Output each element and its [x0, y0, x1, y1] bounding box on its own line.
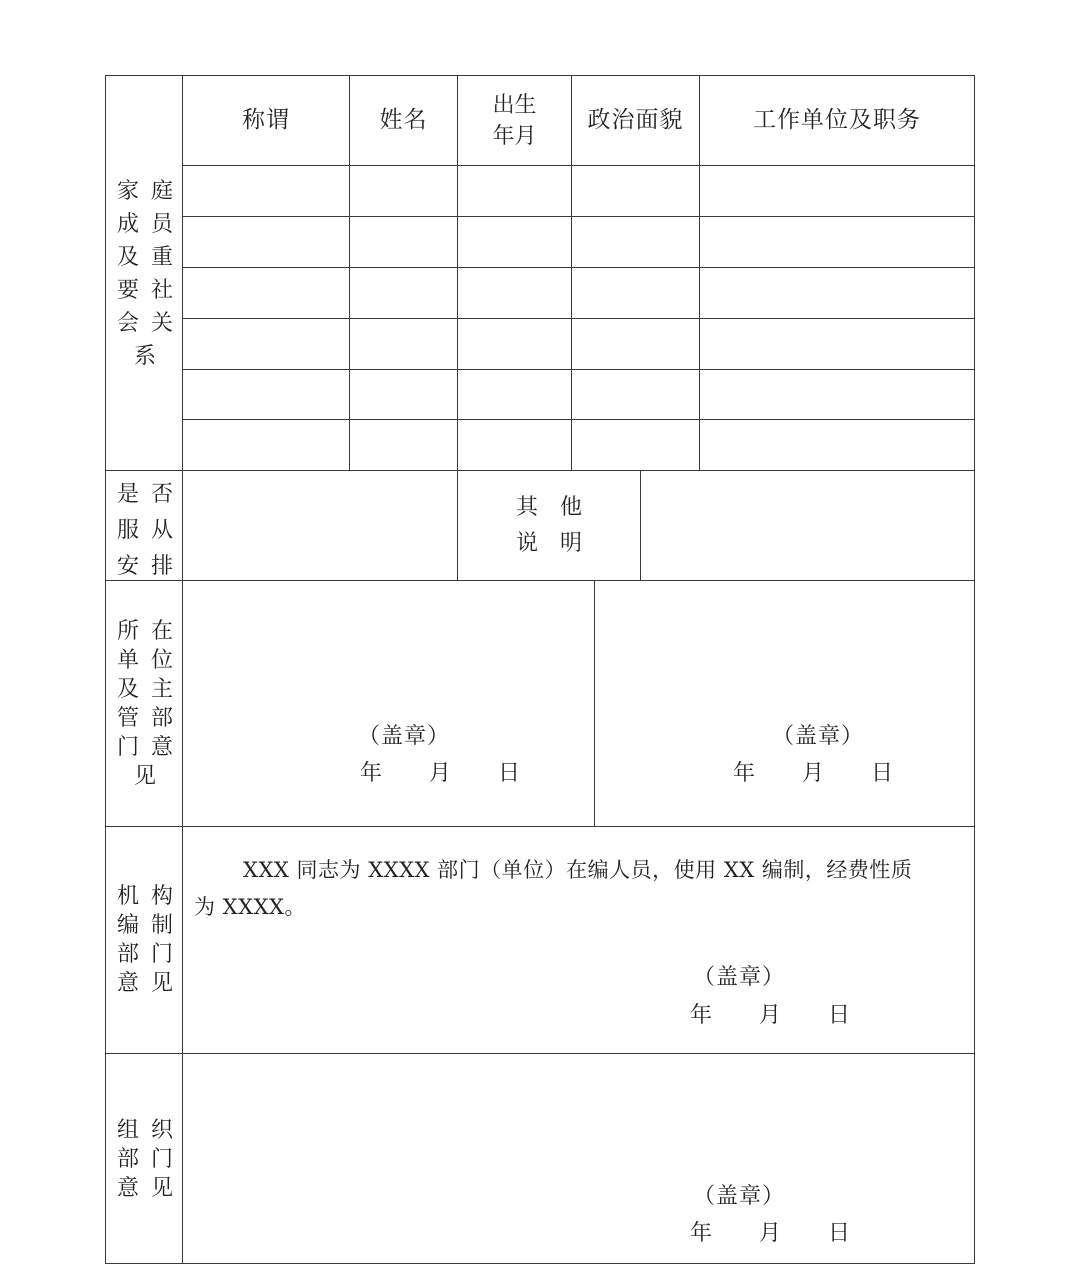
header-political: 政治面貌	[587, 107, 684, 133]
label-char: 及	[116, 677, 139, 702]
label-char: 社	[150, 278, 173, 303]
org-date: 年 月 日	[690, 1221, 852, 1246]
org-seal: （盖章）	[693, 1184, 786, 1209]
label-char: 位	[150, 648, 173, 673]
label-char: 否	[150, 482, 173, 507]
label-char: 门	[150, 942, 173, 967]
section-line-org	[105, 1053, 975, 1054]
section-line-unit	[105, 580, 975, 581]
label-char: 部	[116, 1147, 139, 1172]
label-char: 家	[116, 179, 139, 204]
label-char: 见	[150, 1176, 173, 1201]
label-char: 见	[133, 764, 156, 789]
label-char: 要	[116, 278, 139, 303]
staffing-opinion-line2: 为 XXXX。	[194, 895, 306, 919]
label-char: 制	[150, 913, 173, 938]
label-char: 庭	[150, 179, 173, 204]
label-char: 部	[116, 942, 139, 967]
table-border-left	[105, 75, 106, 1264]
table-row[interactable]	[183, 268, 974, 318]
label-char: 见	[150, 971, 173, 996]
other-notes-label-line1: 其 他	[515, 494, 582, 520]
table-border-right	[974, 75, 975, 1264]
label-char: 及	[116, 245, 139, 270]
unit-left-date: 年 月 日	[360, 761, 522, 786]
section-line-staffing	[105, 826, 975, 827]
label-char: 意	[116, 971, 139, 996]
label-char: 管	[116, 706, 139, 731]
label-char: 构	[150, 884, 173, 909]
label-char: 系	[133, 344, 156, 369]
label-char: 在	[150, 619, 173, 644]
header-work: 工作单位及职务	[753, 107, 921, 133]
label-char: 门	[150, 1147, 173, 1172]
label-char: 排	[150, 554, 173, 579]
staffing-date: 年 月 日	[690, 1003, 852, 1028]
label-char: 安	[116, 554, 139, 579]
unit-section-label	[111, 617, 179, 791]
label-char: 从	[150, 518, 173, 543]
label-char: 所	[116, 619, 139, 644]
table-border-bottom	[105, 1263, 975, 1264]
label-char: 部	[150, 706, 173, 731]
label-char: 重	[150, 245, 173, 270]
staffing-seal: （盖章）	[693, 965, 786, 990]
org-section-label	[111, 1116, 179, 1203]
header-title: 称谓	[242, 107, 290, 133]
header-birth-line1: 出生	[492, 92, 537, 118]
other-notes-field[interactable]	[641, 471, 974, 580]
header-birth	[458, 76, 571, 165]
staffing-opinion-line1: XXX 同志为 XXXX 部门（单位）在编人员，使用 XX 编制，经费性质	[243, 858, 913, 882]
label-char: 成	[116, 212, 139, 237]
label-char: 意	[150, 735, 173, 760]
header-birth-line2: 年月	[492, 123, 537, 149]
other-notes-label-line2: 说 明	[515, 530, 582, 556]
obey-section-label	[111, 477, 179, 585]
label-char: 服	[116, 518, 139, 543]
obey-value-field[interactable]	[183, 471, 457, 580]
table-row[interactable]	[183, 217, 974, 267]
unit-left-seal: （盖章）	[358, 724, 451, 749]
label-char: 单	[116, 648, 139, 673]
label-char: 机	[116, 884, 139, 909]
table-row[interactable]	[183, 166, 974, 216]
table-row[interactable]	[183, 420, 974, 470]
table-row[interactable]	[183, 319, 974, 369]
label-char: 门	[116, 735, 139, 760]
staffing-section-label	[111, 882, 179, 998]
label-char: 织	[150, 1118, 173, 1143]
other-notes-label	[458, 471, 640, 580]
header-name: 姓名	[379, 107, 428, 133]
label-char: 员	[150, 212, 173, 237]
label-char: 编	[116, 913, 139, 938]
label-char: 主	[150, 677, 173, 702]
label-char: 会	[116, 311, 139, 336]
label-char: 关	[150, 311, 173, 336]
unit-col-line	[594, 580, 595, 827]
table-row[interactable]	[183, 370, 974, 419]
family-section-label	[111, 175, 179, 373]
unit-right-seal: （盖章）	[772, 724, 865, 749]
unit-right-date: 年 月 日	[733, 761, 895, 786]
label-char: 是	[116, 482, 139, 507]
label-char: 意	[116, 1176, 139, 1201]
label-char: 组	[116, 1118, 139, 1143]
